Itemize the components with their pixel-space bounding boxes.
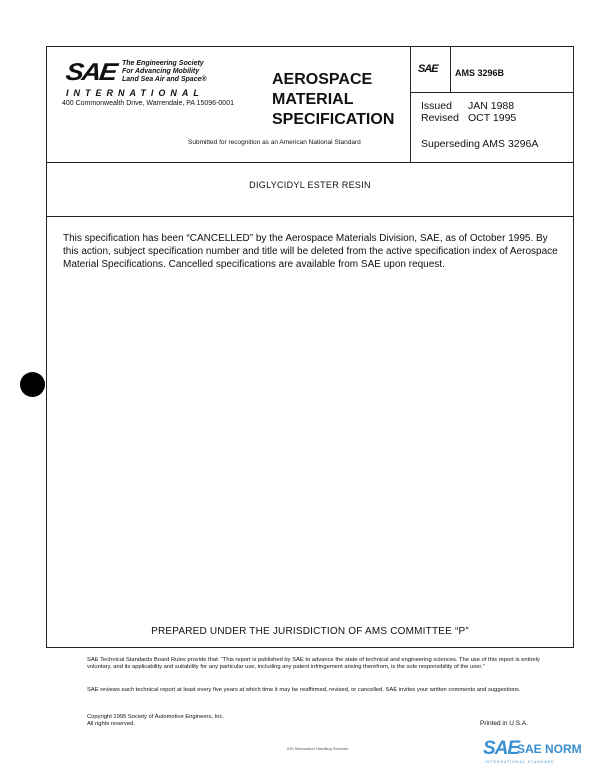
issued-label: Issued (421, 100, 452, 112)
sae-small-logo: SAE (418, 63, 438, 75)
number-box-divider (410, 92, 574, 93)
printed-in: Printed in U.S.A. (480, 720, 529, 727)
issue-dates (421, 100, 516, 124)
sae-logo: SAE (64, 58, 118, 86)
bottom-source-line: IHS Information Handling Services (287, 746, 349, 751)
document-frame (46, 46, 574, 648)
watermark-word: SAE NORM (517, 742, 582, 756)
header-divider-vertical (410, 46, 411, 162)
review-policy: SAE reviews each technical report at least every five years at which time it may be reaffirmed, revised, or cancelled. SAE invites your written comments and suggestions. (87, 687, 521, 693)
title-line-1: AEROSPACE (272, 71, 373, 88)
document-number: AMS 3296B (455, 68, 505, 78)
committee-jurisdiction: PREPARED UNDER THE JURISDICTION OF AMS COMMITTEE “P” (151, 626, 469, 637)
watermark-sae-mark: SAE (483, 738, 520, 759)
revised-label: Revised (421, 112, 459, 124)
cancellation-notice: This specification has been “CANCELLED” by the Aerospace Materials Division, SAE, as of October 1995. By this action, subject specification number and title will be deleted from the active specification index of Aerospace Material Specifications. Cancelled specifications are available from SAE upon request. (63, 233, 558, 270)
issued-row (421, 100, 516, 112)
title-line-3: SPECIFICATION (272, 111, 395, 128)
revised-value: OCT 1995 (468, 112, 517, 124)
ansi-submission-note: Submitted for recognition as an American National Standard (188, 139, 361, 146)
watermark-subtitle: INTERNATIONAL STANDARD (485, 760, 555, 764)
number-box-inner-divider (450, 46, 451, 92)
tagline-line-2: For Advancing Mobility (122, 68, 200, 75)
superseding-note: Superseding AMS 3296A (421, 138, 539, 150)
tagline-line-1: The Engineering Society (122, 60, 204, 67)
revised-row (421, 112, 516, 124)
sae-address: 400 Commonwealth Drive, Warrendale, PA 15096-0001 (62, 100, 234, 107)
header-bottom-rule (46, 162, 574, 163)
document-subject: DIGLYCIDYL ESTER RESIN (249, 180, 371, 190)
copyright-notice: Copyright 1995 Society of Automotive Engineers, Inc. (87, 714, 224, 720)
tagline-line-3: Land Sea Air and Space® (122, 76, 207, 83)
subject-bottom-rule (46, 216, 574, 217)
document-title (272, 70, 394, 130)
international-wordmark: INTERNATIONAL (66, 88, 204, 98)
rights-reserved: All rights reserved. (87, 721, 136, 727)
sae-norm-watermark (483, 738, 593, 768)
technical-board-rules: SAE Technical Standards Board Rules provide that: “This report is published by SAE to advance the state of technical and engineering sciences. The use of this report is entirely voluntary, and its applicability and suitability for any particular use, including any patent infringement arising therefrom, is the sole responsibility of the user.” (87, 657, 540, 670)
sae-tagline (122, 60, 242, 84)
issued-value: JAN 1988 (468, 100, 515, 112)
title-line-2: MATERIAL (272, 91, 354, 108)
punch-hole (20, 372, 45, 397)
